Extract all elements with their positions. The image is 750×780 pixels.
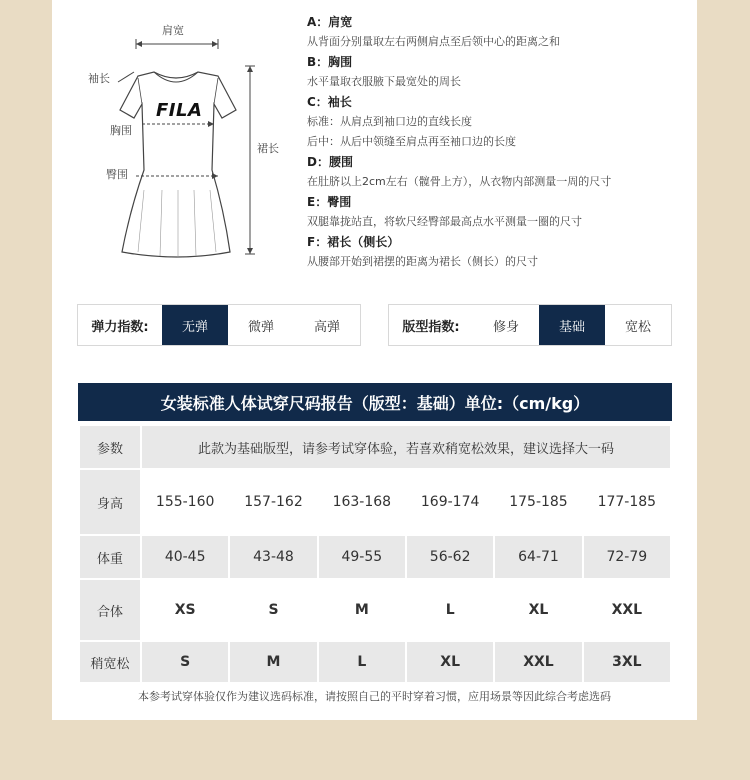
measurement-title: C：袖长 [307, 95, 352, 109]
measurement-text: 双腿靠拢站直，将软尺经臀部最高点水平测量一圈的尺寸 [307, 215, 582, 228]
table-cell: 49-55 [318, 535, 406, 579]
table-cell: 163-168 [318, 469, 406, 535]
elasticity-index [77, 304, 361, 346]
param-label: 参数 [79, 425, 141, 469]
table-cell: M [318, 579, 406, 641]
measurement-f [307, 232, 687, 272]
measurement-text: 水平量取衣服腋下最宽处的周长 [307, 75, 461, 88]
table-cell: 43-48 [229, 535, 317, 579]
size-table [78, 424, 672, 684]
sleeve-label: 袖长 [88, 72, 110, 85]
table-row [79, 425, 671, 469]
measurement-title: B：胸围 [307, 55, 353, 69]
table-cell: 175-185 [494, 469, 582, 535]
table-cell: XL [406, 641, 494, 683]
footnote: 本参考试穿体验仅作为建议选码标准，请按照自己的平时穿着习惯，应用场景等因此综合考虑选码 [138, 690, 611, 703]
measurement-title: D：腰围 [307, 155, 353, 169]
table-cell: S [229, 579, 317, 641]
table-cell: XXL [583, 579, 671, 641]
table-cell: XL [494, 579, 582, 641]
row-label: 体重 [79, 535, 141, 579]
table-cell: 177-185 [583, 469, 671, 535]
table-cell: XXL [494, 641, 582, 683]
table-row-weight [79, 535, 671, 579]
fila-logo: FILA [156, 100, 203, 121]
measurement-e [307, 192, 687, 232]
garment-diagram [52, 0, 292, 290]
fit-option-basic: 基础 [539, 305, 605, 345]
table-cell: 157-162 [229, 469, 317, 535]
measurement-text: 从腰部开始到裙摆的距离为裙长（侧长）的尺寸 [307, 255, 538, 268]
dress-outline-icon [52, 0, 292, 290]
table-row-height [79, 469, 671, 535]
skirt-length-label: 裙长 [257, 142, 279, 155]
size-table-title: 女装标准人体试穿尺码报告（版型：基础）单位:（cm/kg） [78, 383, 672, 421]
measurement-title: E：臀围 [307, 195, 352, 209]
measurement-title: A：肩宽 [307, 15, 353, 29]
elasticity-option-high: 高弹 [313, 319, 340, 335]
measurement-b [307, 52, 687, 92]
fit-option-slim: 修身 [492, 319, 519, 335]
param-note: 此款为基础版型，请参考试穿体验，若喜欢稍宽松效果，建议选择大一码 [141, 425, 671, 469]
measurement-a [307, 12, 687, 52]
table-cell: 169-174 [406, 469, 494, 535]
row-label: 稍宽松 [79, 641, 141, 683]
table-cell: M [229, 641, 317, 683]
chest-label: 胸围 [110, 124, 132, 137]
row-label: 身高 [79, 469, 141, 535]
measurement-text: 从背面分别量取左右两侧肩点至后领中心的距离之和 [307, 35, 560, 48]
measurement-title: F：裙长（侧长） [307, 235, 400, 249]
measurement-text: 在肚脐以上2cm左右（髋骨上方），从衣物内部测量一周的尺寸 [307, 175, 612, 188]
fit-type-index [388, 304, 672, 346]
measurement-notes [307, 12, 687, 272]
measurement-d [307, 152, 687, 192]
table-cell: L [406, 579, 494, 641]
elasticity-option-none: 无弹 [162, 305, 228, 345]
shoulder-label: 肩宽 [162, 24, 184, 37]
table-cell: 64-71 [494, 535, 582, 579]
table-cell: 40-45 [141, 535, 229, 579]
table-row-loose [79, 641, 671, 683]
table-cell: S [141, 641, 229, 683]
table-row-fit [79, 579, 671, 641]
elasticity-option-slight: 微弹 [247, 319, 274, 335]
table-cell: 72-79 [583, 535, 671, 579]
table-cell: L [318, 641, 406, 683]
table-cell: 56-62 [406, 535, 494, 579]
table-cell: 3XL [583, 641, 671, 683]
table-cell: XS [141, 579, 229, 641]
hip-label: 臀围 [106, 168, 128, 181]
fit-type-label: 版型指数: [402, 319, 460, 335]
fit-option-loose: 宽松 [624, 319, 651, 335]
table-cell: 155-160 [141, 469, 229, 535]
elasticity-label: 弹力指数: [91, 319, 149, 335]
measurement-text: 后中：从后中领缝至肩点再至袖口边的长度 [307, 135, 516, 148]
measurement-text: 标准：从肩点到袖口边的直线长度 [307, 115, 472, 128]
measurement-c [307, 92, 687, 152]
row-label: 合体 [79, 579, 141, 641]
